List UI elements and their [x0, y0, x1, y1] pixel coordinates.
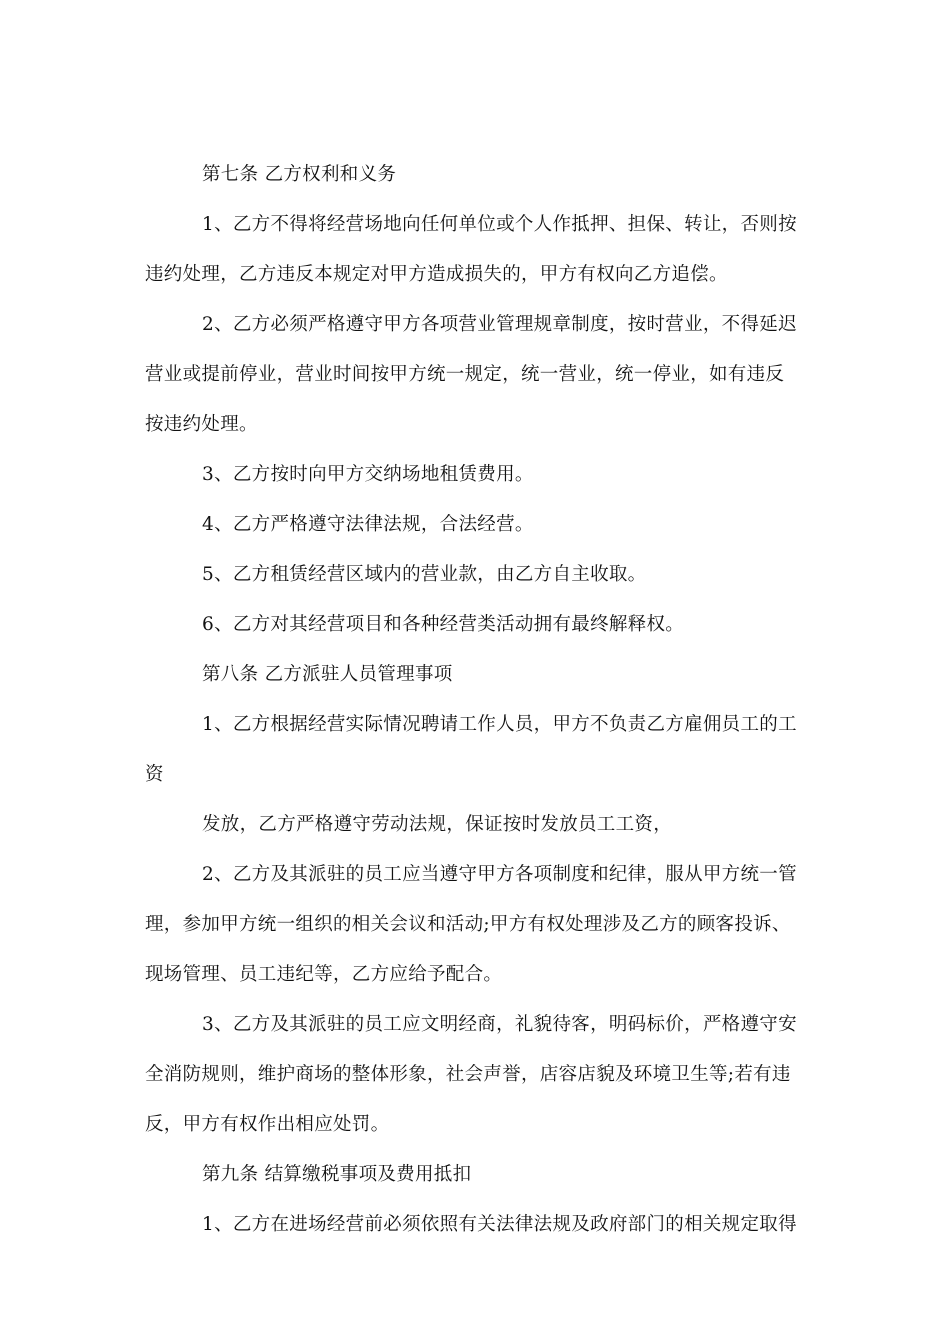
paragraph-line: 2、乙方及其派驻的员工应当遵守甲方各项制度和纪律，服从甲方统一管 — [202, 864, 797, 885]
paragraph-line: 资 — [145, 764, 164, 785]
paragraph-line: 4、乙方严格遵守法律法规，合法经营。 — [202, 514, 534, 535]
paragraph-line: 1、乙方在进场经营前必须依照有关法律法规及政府部门的相关规定取得 — [202, 1214, 797, 1235]
paragraph-line: 理，参加甲方统一组织的相关会议和活动;甲方有权处理涉及乙方的顾客投诉、 — [145, 914, 791, 935]
paragraph-line: 2、乙方必须严格遵守甲方各项营业管理规章制度，按时营业，不得延迟 — [202, 314, 797, 335]
paragraph-line: 反，甲方有权作出相应处罚。 — [145, 1114, 390, 1135]
paragraph-line: 营业或提前停业，营业时间按甲方统一规定，统一营业，统一停业，如有违反 — [145, 364, 785, 385]
paragraph-line: 5、乙方租赁经营区域内的营业款，由乙方自主收取。 — [202, 564, 647, 585]
paragraph-line: 1、乙方不得将经营场地向任何单位或个人作抵押、担保、转让，否则按 — [202, 214, 797, 235]
section-heading-article-9: 第九条 结算缴税事项及费用抵扣 — [202, 1164, 472, 1185]
paragraph-line: 3、乙方按时向甲方交纳场地租赁费用。 — [202, 464, 534, 485]
paragraph-line: 违约处理，乙方违反本规定对甲方造成损失的，甲方有权向乙方追偿。 — [145, 264, 728, 285]
section-heading-article-8: 第八条 乙方派驻人员管理事项 — [202, 664, 453, 685]
paragraph-line: 全消防规则，维护商场的整体形象，社会声誉，店容店貌及环境卫生等;若有违 — [145, 1064, 791, 1085]
paragraph-line: 3、乙方及其派驻的员工应文明经商，礼貌待客，明码标价，严格遵守安 — [202, 1014, 797, 1035]
paragraph-line: 6、乙方对其经营项目和各种经营类活动拥有最终解释权。 — [202, 614, 685, 635]
section-heading-article-7: 第七条 乙方权利和义务 — [202, 164, 397, 185]
paragraph-line: 1、乙方根据经营实际情况聘请工作人员，甲方不负责乙方雇佣员工的工 — [202, 714, 797, 735]
paragraph-line: 现场管理、员工违纪等，乙方应给予配合。 — [145, 964, 503, 985]
paragraph-line: 按违约处理。 — [145, 414, 258, 435]
paragraph-line: 发放，乙方严格遵守劳动法规，保证按时发放员工工资， — [202, 814, 673, 835]
